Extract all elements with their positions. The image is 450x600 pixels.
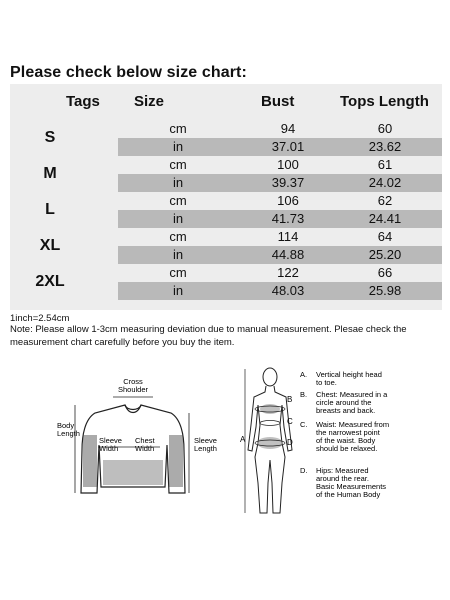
- bust-cell: 114: [277, 229, 299, 244]
- length-cell: 66: [377, 265, 393, 280]
- marker-c: C: [287, 417, 293, 426]
- garment-shading-body: [103, 460, 163, 485]
- unit-cell: in: [172, 211, 184, 226]
- note-text: Chest: Measured in a circle around the breasts and back.: [316, 390, 388, 415]
- table-row: [118, 282, 442, 300]
- table-row: [118, 264, 442, 282]
- table-row: [118, 192, 442, 210]
- bust-cell: 44.88: [271, 247, 305, 262]
- body-diagram: [240, 365, 450, 520]
- marker-d: D: [287, 438, 293, 447]
- bust-cell: 48.03: [271, 283, 305, 298]
- length-cell: 24.41: [368, 211, 402, 226]
- length-cell: 25.98: [368, 283, 402, 298]
- bust-cell: 106: [277, 193, 299, 208]
- length-cell: 64: [377, 229, 393, 244]
- note-letter: A.: [300, 370, 308, 379]
- bust-cell: 94: [280, 121, 296, 136]
- size-tag: M: [43, 165, 57, 182]
- note-letter: B.: [300, 390, 308, 399]
- table-row: [118, 246, 442, 264]
- measurement-notes: [300, 370, 389, 499]
- marker-a: A: [240, 435, 246, 444]
- measurement-note: Note: Please allow 1-3cm measuring deviation due to manual measurement. Plesae check the measurement chart carefully before you buy the item.: [10, 324, 407, 348]
- length-cell: 60: [377, 121, 393, 136]
- marker-b: B: [287, 395, 293, 404]
- body-hip-shading: [257, 437, 283, 449]
- unit-cell: in: [172, 139, 184, 154]
- size-tag: 2XL: [35, 273, 65, 290]
- note-letter: D.: [300, 466, 308, 475]
- length-cell: 23.62: [368, 139, 402, 154]
- unit-cell: cm: [169, 193, 187, 208]
- unit-cell: in: [172, 247, 184, 262]
- bust-cell: 37.01: [271, 139, 305, 154]
- header-size: Size: [134, 93, 165, 110]
- size-tag: L: [45, 201, 55, 218]
- table-row: [118, 174, 442, 192]
- table-row: [118, 138, 442, 156]
- size-tag: S: [44, 129, 56, 146]
- table-row: [118, 210, 442, 228]
- length-cell: 25.20: [368, 247, 402, 262]
- note-letter: C.: [300, 420, 308, 429]
- body-head: [263, 368, 277, 386]
- garment-shading-right: [169, 435, 183, 487]
- header-tops-length: Tops Length: [340, 93, 429, 110]
- size-table: [10, 84, 442, 310]
- bust-cell: 39.37: [271, 175, 305, 190]
- unit-cell: cm: [169, 265, 187, 280]
- size-tag: XL: [39, 237, 61, 254]
- garment-shading-left: [83, 435, 97, 487]
- garment-neckline: [125, 405, 141, 413]
- unit-cell: cm: [169, 157, 187, 172]
- unit-cell: in: [172, 175, 184, 190]
- header-bust: Bust: [261, 93, 295, 110]
- garment-diagram: [55, 375, 240, 500]
- bust-cell: 41.73: [271, 211, 305, 226]
- length-cell: 62: [377, 193, 393, 208]
- sleeve-width-label: Sleeve Width: [99, 436, 122, 453]
- note-text: Waist: Measured from the narrowest point of the waist. Body should be relaxed.: [316, 420, 390, 453]
- note-text: Vertical height head to toe.: [316, 370, 382, 387]
- table-row: [118, 120, 442, 138]
- bust-cell: 122: [277, 265, 299, 280]
- unit-cell: cm: [169, 229, 187, 244]
- note-text: Hips: Measured around the rear. Basic Measurements of the Human Body: [316, 466, 387, 499]
- sleeve-length-label: Sleeve Length: [194, 436, 217, 453]
- size-chart-title: Please check below size chart:: [10, 64, 247, 81]
- length-cell: 61: [377, 157, 393, 172]
- body-length-label: Body Length: [57, 421, 80, 438]
- cross-shoulder-label: Cross Shoulder: [117, 377, 149, 394]
- unit-cell: cm: [169, 121, 187, 136]
- table-row: [118, 228, 442, 246]
- waist-loop: [260, 421, 280, 426]
- header-tags: Tags: [66, 93, 100, 110]
- chest-width-label: Chest Width: [135, 436, 155, 453]
- conversion-note: 1inch=2.54cm: [10, 313, 70, 324]
- length-cell: 24.02: [368, 175, 402, 190]
- table-row: [118, 156, 442, 174]
- unit-cell: in: [172, 283, 184, 298]
- body-bust-shading: [260, 404, 280, 414]
- bust-cell: 100: [277, 157, 299, 172]
